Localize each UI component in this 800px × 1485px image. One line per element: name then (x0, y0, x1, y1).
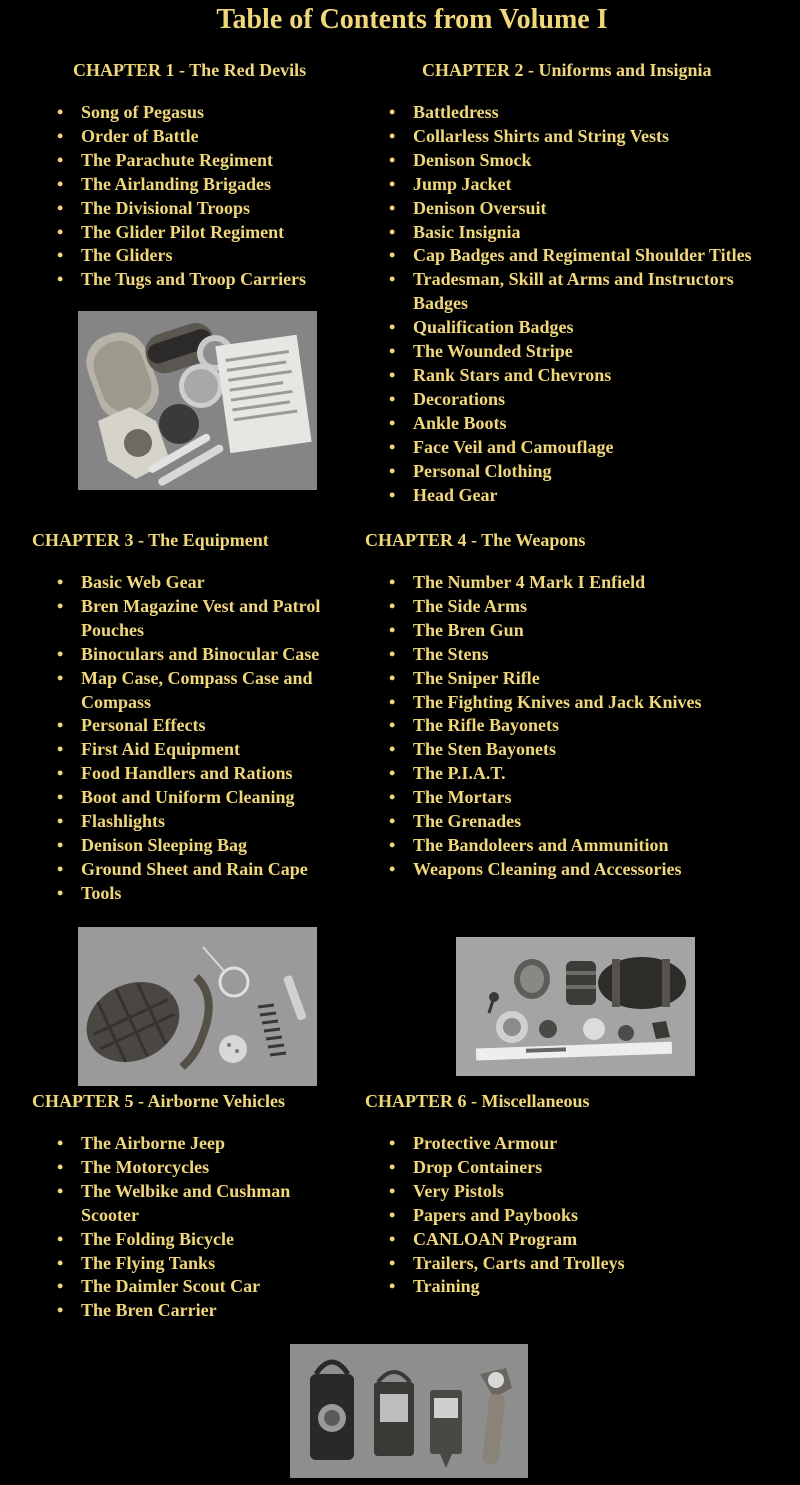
list-item[interactable]: • The Number 4 Mark I Enfield (389, 571, 789, 595)
list-item[interactable]: • The Mortars (389, 786, 789, 810)
grenade-parts-photo (78, 927, 317, 1086)
page-title: Table of Contents from Volume I (216, 4, 608, 35)
chapter-2-topic-list (389, 101, 785, 507)
list-item[interactable]: • Map Case, Compass Case and Compass (57, 667, 342, 715)
list-item[interactable]: • Decorations (389, 388, 785, 412)
list-item[interactable]: • Song of Pegasus (57, 101, 347, 125)
list-item[interactable]: • The Parachute Regiment (57, 149, 347, 173)
list-item[interactable]: • The Airlanding Brigades (57, 173, 347, 197)
list-item[interactable]: • Papers and Paybooks (389, 1204, 789, 1228)
list-item[interactable]: • The Bandoleers and Ammunition (389, 834, 789, 858)
list-item[interactable]: • The Daimler Scout Car (57, 1275, 347, 1299)
list-item[interactable]: • Denison Smock (389, 149, 785, 173)
list-item[interactable]: • Cap Badges and Regimental Shoulder Titles (389, 244, 785, 268)
chapter-1-topic-list (57, 101, 347, 292)
chapter-6-topic-list (389, 1132, 789, 1299)
chapter-1-heading[interactable]: CHAPTER 1 - The Red Devils (73, 60, 307, 80)
list-item[interactable]: • Tools (57, 882, 342, 906)
list-item[interactable]: • Rank Stars and Chevrons (389, 364, 785, 388)
chapter-5-heading[interactable]: CHAPTER 5 - Airborne Vehicles (32, 1091, 286, 1111)
list-item[interactable]: • The Bren Carrier (57, 1299, 347, 1323)
list-item[interactable]: • Basic Web Gear (57, 571, 342, 595)
list-item[interactable]: • Binoculars and Binocular Case (57, 643, 342, 667)
list-item[interactable]: • The Sten Bayonets (389, 738, 789, 762)
list-item[interactable]: • Qualification Badges (389, 316, 785, 340)
list-item[interactable]: • Tradesman, Skill at Arms and Instructors Badges (389, 268, 785, 316)
list-item[interactable]: • The Folding Bicycle (57, 1228, 347, 1252)
list-item[interactable]: • Personal Effects (57, 714, 342, 738)
list-item[interactable]: • Face Veil and Camouflage (389, 436, 785, 460)
list-item[interactable]: • Ground Sheet and Rain Cape (57, 858, 342, 882)
list-item[interactable]: • Basic Insignia (389, 221, 785, 245)
list-item[interactable]: • Personal Clothing (389, 460, 785, 484)
list-item[interactable]: • Training (389, 1275, 789, 1299)
list-item[interactable]: • Food Handlers and Rations (57, 762, 342, 786)
list-item[interactable]: • Battledress (389, 101, 785, 125)
list-item[interactable]: • Boot and Uniform Cleaning (57, 786, 342, 810)
list-item[interactable]: • CANLOAN Program (389, 1228, 789, 1252)
list-item[interactable]: • Denison Oversuit (389, 197, 785, 221)
list-item[interactable]: • The Stens (389, 643, 789, 667)
list-item[interactable]: • The Divisional Troops (57, 197, 347, 221)
list-item[interactable]: • Collarless Shirts and String Vests (389, 125, 785, 149)
list-item[interactable]: • Bren Magazine Vest and Patrol Pouches (57, 595, 342, 643)
list-item[interactable]: • The Grenades (389, 810, 789, 834)
list-item[interactable]: • Trailers, Carts and Trolleys (389, 1252, 789, 1276)
list-item[interactable]: • The Flying Tanks (57, 1252, 347, 1276)
chapter-2-heading[interactable]: CHAPTER 2 - Uniforms and Insignia (422, 60, 712, 80)
list-item[interactable]: • Denison Sleeping Bag (57, 834, 342, 858)
fuse-parts-photo (456, 937, 695, 1076)
list-item[interactable]: • The Gliders (57, 244, 347, 268)
list-item[interactable]: • The Airborne Jeep (57, 1132, 347, 1156)
chapter-4-topic-list (389, 571, 789, 882)
chapter-3-topic-list (57, 571, 342, 906)
list-item[interactable]: • First Aid Equipment (57, 738, 342, 762)
list-item[interactable]: • Drop Containers (389, 1156, 789, 1180)
list-item[interactable]: • The P.I.A.T. (389, 762, 789, 786)
list-item[interactable]: • The Sniper Rifle (389, 667, 789, 691)
chapter-3-heading[interactable]: CHAPTER 3 - The Equipment (32, 530, 269, 550)
list-item[interactable]: • The Wounded Stripe (389, 340, 785, 364)
list-item[interactable]: • The Welbike and Cushman Scooter (57, 1180, 347, 1228)
list-item[interactable]: • The Glider Pilot Regiment (57, 221, 347, 245)
list-item[interactable]: • The Bren Gun (389, 619, 789, 643)
chapter-4-heading[interactable]: CHAPTER 4 - The Weapons (365, 530, 586, 550)
list-item[interactable]: • The Rifle Bayonets (389, 714, 789, 738)
chapter-6-heading[interactable]: CHAPTER 6 - Miscellaneous (365, 1091, 590, 1111)
list-item[interactable]: • The Motorcycles (57, 1156, 347, 1180)
chapter-5-topic-list (57, 1132, 347, 1323)
list-item[interactable]: • Very Pistols (389, 1180, 789, 1204)
list-item[interactable]: • Protective Armour (389, 1132, 789, 1156)
list-item[interactable]: • The Tugs and Troop Carriers (57, 268, 347, 292)
list-item[interactable]: • Ankle Boots (389, 412, 785, 436)
list-item[interactable]: • Flashlights (57, 810, 342, 834)
list-item[interactable]: • The Side Arms (389, 595, 789, 619)
list-item[interactable]: • Weapons Cleaning and Accessories (389, 858, 789, 882)
list-item[interactable]: • Order of Battle (57, 125, 347, 149)
cleaning-kit-photo (78, 311, 317, 490)
list-item[interactable]: • Head Gear (389, 484, 785, 508)
flashlights-photo (290, 1344, 528, 1478)
list-item[interactable]: • Jump Jacket (389, 173, 785, 197)
list-item[interactable]: • The Fighting Knives and Jack Knives (389, 691, 789, 715)
